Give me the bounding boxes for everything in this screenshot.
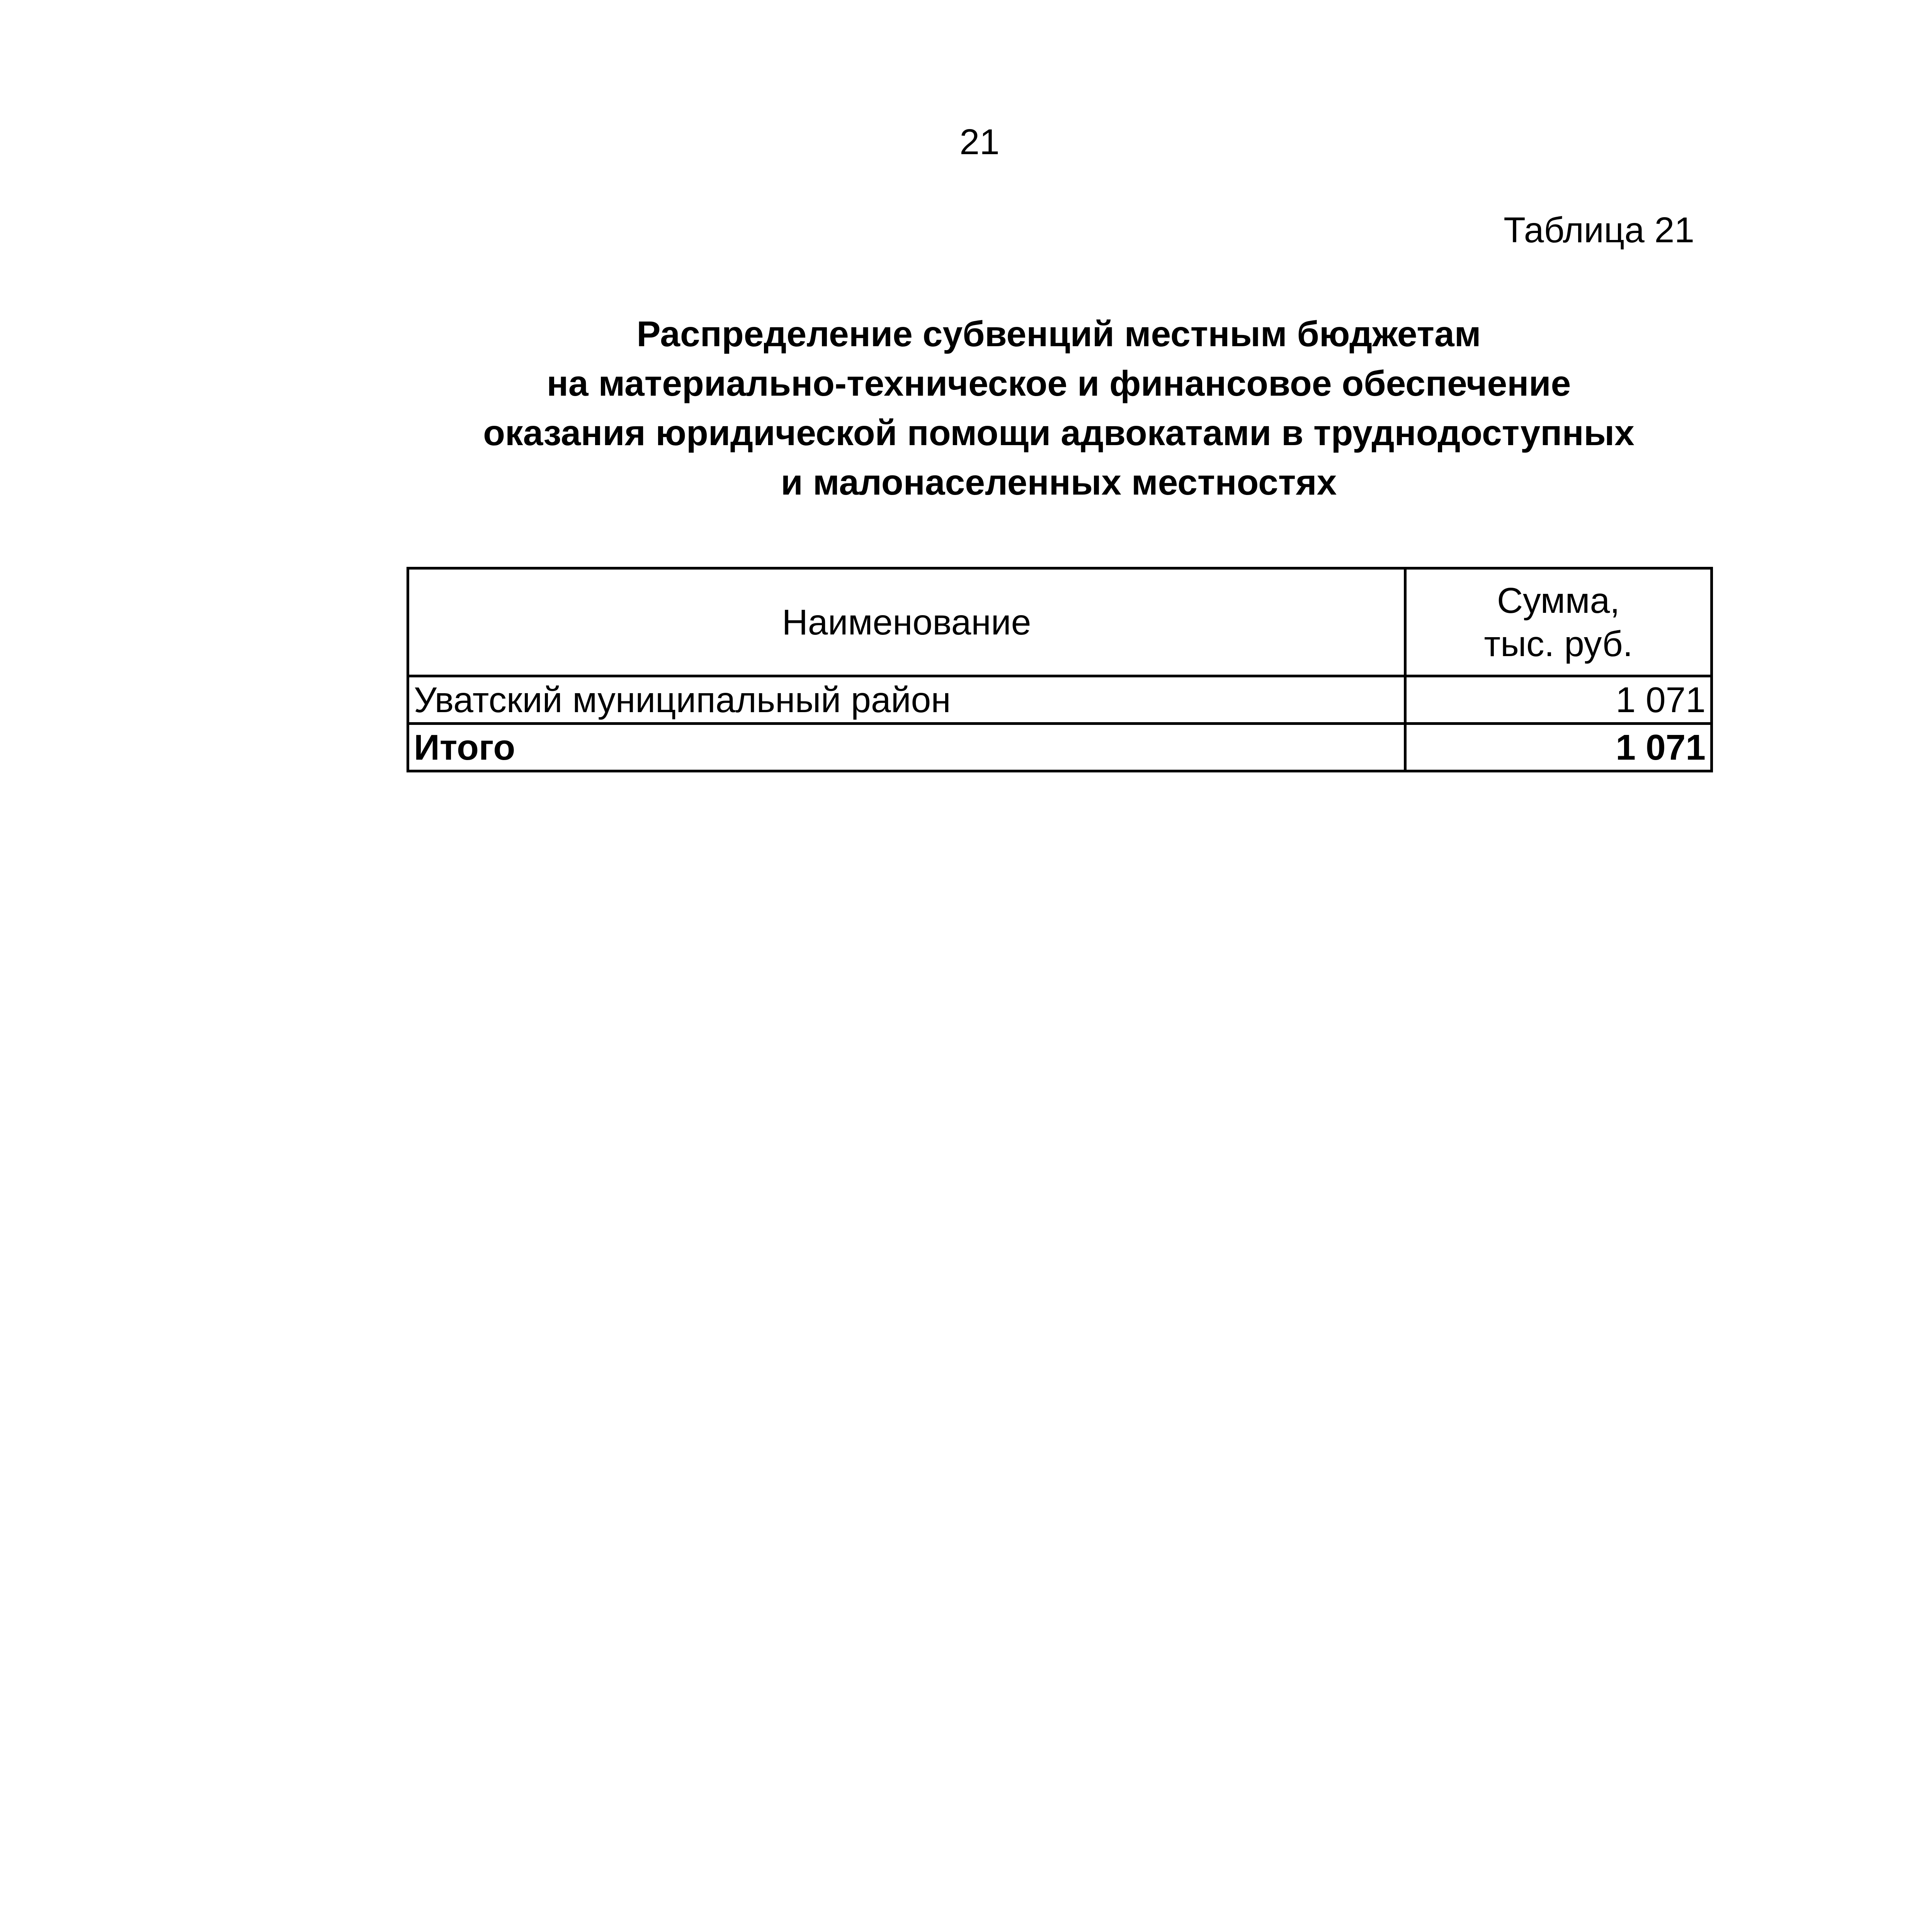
title-line: оказания юридической помощи адвокатами в труднодоступных bbox=[483, 413, 1635, 453]
row-name-cell: Уватский муниципальный район bbox=[408, 676, 1405, 724]
title-line: Распределение субвенций местным бюджетам bbox=[636, 314, 1481, 354]
total-label-cell: Итого bbox=[408, 724, 1405, 771]
subsidy-distribution-table bbox=[407, 567, 1713, 772]
total-amount-cell: 1 071 bbox=[1405, 724, 1712, 771]
page-number: 21 bbox=[959, 122, 1000, 162]
amount-header-line: Сумма, bbox=[1497, 580, 1620, 621]
row-amount-cell: 1 071 bbox=[1405, 676, 1712, 724]
table-caption: Таблица 21 bbox=[1504, 210, 1694, 250]
document-title bbox=[386, 309, 1731, 507]
title-line: на материально-техническое и финансовое обеспечение bbox=[546, 363, 1571, 403]
table-total-row bbox=[408, 724, 1712, 771]
title-line: и малонаселенных местностях bbox=[781, 462, 1337, 502]
column-header-amount bbox=[1405, 568, 1712, 676]
amount-header-unit: тыс. руб. bbox=[1484, 624, 1633, 664]
table-header-row bbox=[408, 568, 1712, 676]
table-row bbox=[408, 676, 1712, 724]
column-header-name: Наименование bbox=[408, 568, 1405, 676]
